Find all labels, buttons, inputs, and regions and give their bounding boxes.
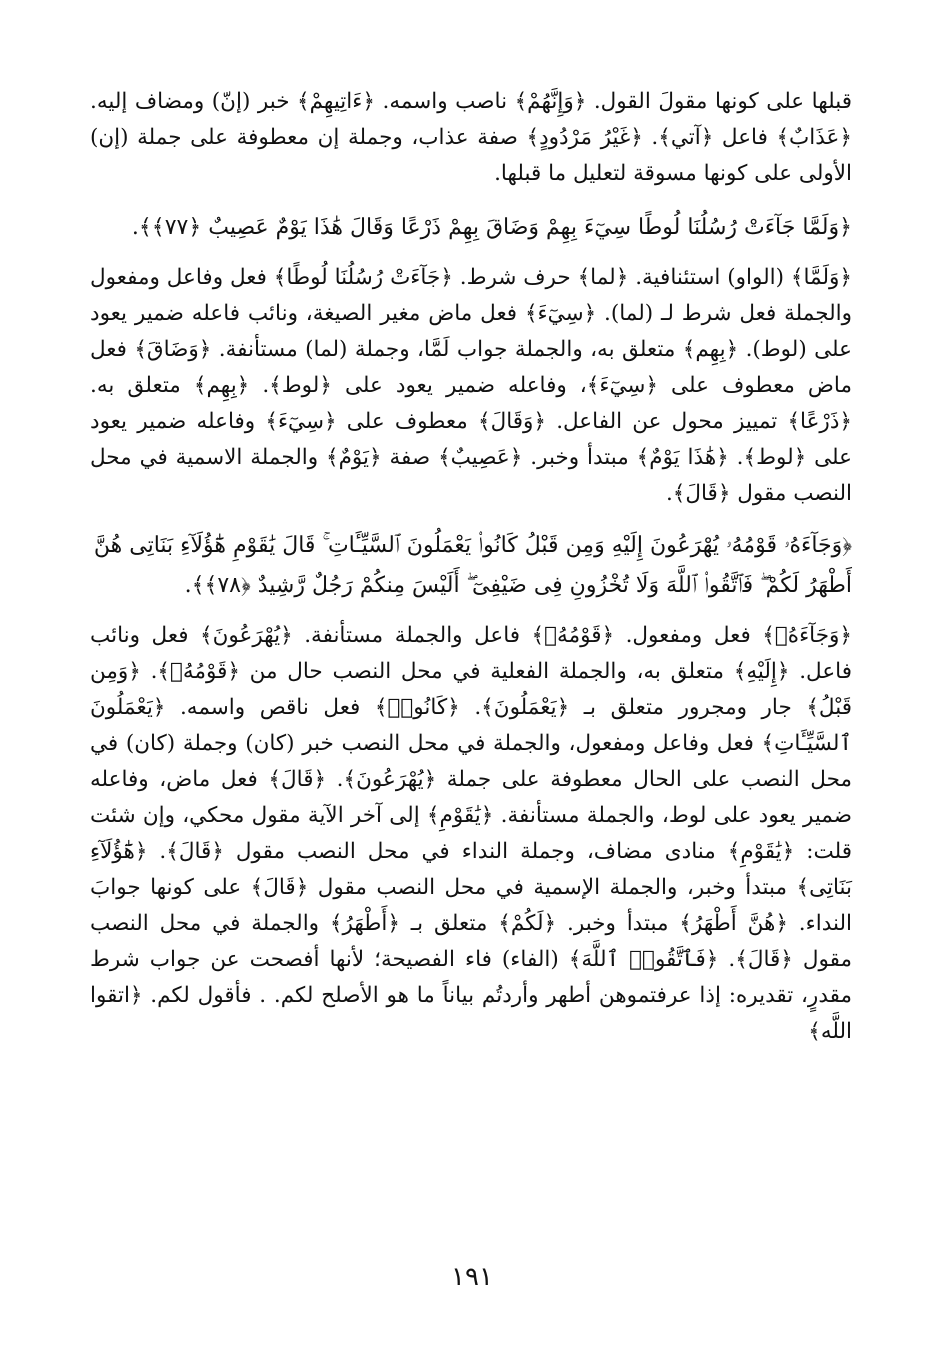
- paragraph-1: قبلها على كونها مقولَ القول. ﴿وَإِنَّهُمْ﴾ ناصب واسمه. ﴿ءَاتِيهِمْ﴾ خبر (إنّ) ومضاف إليه. ﴿عَذَابٌ﴾ فاعل ﴿آتي﴾. ﴿غَيْرُ مَرْدُودٍ﴾ صفة عذاب، وجملة إن معطوفة على جملة (إن) الأولى على كونها مسوقة لتعليل ما قبلها.: [90, 89, 852, 186]
- page-number: ١٩١: [451, 1262, 493, 1292]
- page-body: [90, 84, 852, 1050]
- paragraph-2: ﴿وَلَمَّا﴾ (الواو) استئنافية. ﴿لما﴾ حرف شرط. ﴿جَآءَتْ رُسُلُنَا لُوطًا﴾ فعل وفاعل ومفعول والجملة فعل شرط لـ (لما). ﴿سِيٓءَ﴾ فعل ماض مغير الصيغة، ونائب فاعله ضمير يعود على (لوط). ﴿بِهِم﴾ متعلق به، والجملة جواب لَمَّا، وجملة (لما) مستأنفة. ﴿وَضَاقَ﴾ فعل ماض معطوف على ﴿سِيٓءَ﴾، وفاعله ضمير يعود على ﴿لوط﴾. ﴿بِهِم﴾ متعلق به. ﴿ذَرْعًا﴾ تمييز محول عن الفاعل. ﴿وَقَالَ﴾ معطوف على ﴿سِيٓءَ﴾ وفاعله ضمير يعود على ﴿لوط﴾. ﴿هَٰذَا يَوْمٌ﴾ مبتدأ وخبر. ﴿عَصِيبٌ﴾ صفة ﴿يَوْمٌ﴾ والجملة الاسمية في محل النصب مقول ﴿قَالَ﴾.: [90, 265, 852, 506]
- paragraph-3: ﴿وَجَآءَهُۥ﴾ فعل ومفعول. ﴿قَوْمُهُۥ﴾ فاعل والجملة مستأنفة. ﴿يُهْرَعُونَ﴾ فعل ونائب فاعل. ﴿إِلَيْهِ﴾ متعلق به، والجملة الفعلية في محل النصب حال من ﴿قَوْمُهُۥ﴾. ﴿وَمِن قَبْلُ﴾ جار ومجرور متعلق بـ ﴿يَعْمَلُونَ﴾. ﴿كَانُوا۟﴾ فعل ناقص واسمه. ﴿يَعْمَلُونَ ٱلسَّيِّـَٔاتِ﴾ فعل وفاعل ومفعول، والجملة في محل النصب خبر (كان) وجملة (كان) في محل النصب على الحال معطوفة على جملة ﴿يُهْرَعُونَ﴾. ﴿قَالَ﴾ فعل ماض، وفاعله ضمير يعود على لوط، والجملة مستأنفة. ﴿يَٰقَوْمِ﴾ إلى آخر الآية مقول محكي، وإن شئت قلت: ﴿يَٰقَوْمِ﴾ منادى مضاف، وجملة النداء في محل النصب مقول ﴿قَالَ﴾. ﴿هَٰٓؤُلَآءِ بَنَاتِى﴾ مبتدأ وخبر، والجملة الإسمية في محل النصب مقول ﴿قَالَ﴾ على كونها جوابَ النداء. ﴿هُنَّ أَطْهَرُ﴾ مبتدأ وخبر. ﴿لَكُمْ﴾ متعلق بـ ﴿أَطْهَرُ﴾ والجملة في محل النصب مقول ﴿قَالَ﴾. ﴿فَٱتَّقُوا۟ ٱللَّهَ﴾ (الفاء) فاء الفصيحة؛ لأنها أفصحت عن جواب شرط مقدرٍ، تقديره: إذا عرفتموهن أطهر وأردتُم بياناً ما هو الأصلح لكم. . فأقول لكم. ﴿اتقوا اللَّه﴾: [90, 623, 852, 1044]
- quran-verse-78: ﴿وَجَآءَهُۥ قَوْمُهُۥ يُهْرَعُونَ إِلَيْهِ وَمِن قَبْلُ كَانُوا۟ يَعْمَلُونَ ٱلسَّيِّـَٔاتِ ۚ قَالَ يَٰقَوْمِ هَٰٓؤُلَآءِ بَنَاتِى هُنَّ أَطْهَرُ لَكُمْ ۖ فَٱتَّقُوا۟ ٱللَّهَ وَلَا تُخْزُونِ فِى ضَيْفِىٓ ۖ أَلَيْسَ مِنكُمْ رَجُلٌ رَّشِيدٌ ﴿٧٨﴾﴾.: [93, 533, 852, 598]
- quran-verse-77: ﴿وَلَمَّا جَآءَتْ رُسُلُنَا لُوطًا سِيٓءَ بِهِمْ وَضَاقَ بِهِمْ ذَرْعًا وَقَالَ هَٰذَا يَوْمٌ عَصِيبٌ ﴿٧٧﴾﴾.: [131, 215, 852, 240]
